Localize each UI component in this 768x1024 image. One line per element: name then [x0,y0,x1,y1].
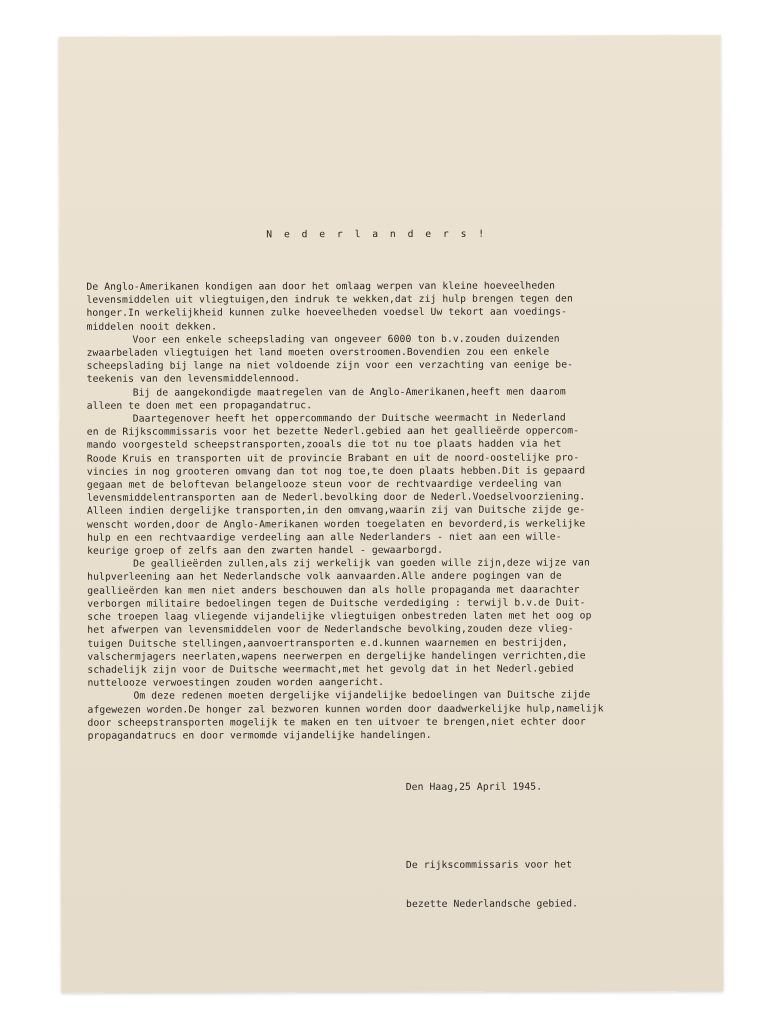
paragraph [86,279,704,333]
text-line: Om deze redenen moeten dergelijke vijandelijke bedoelingen van Duitsche zijde [133,689,591,702]
text-line: tuigen Duitsche stellingen,aanvoertransporten e.d.kunnen waarnemen en bestrijden, [87,637,568,650]
text-line: hulpverleening aan het Nederlandsche volk aanvaarden.Alle andere pogingen van de [87,571,562,584]
document-body [86,279,705,743]
text-line: Voor een enkele scheepslading van ongeveer 6000 ton b.v.zouden duizenden [132,333,560,346]
text-line: Bij de aangekondigde maatregelen van de Anglo-Amerikanen,heeft men daarom [132,386,566,399]
text-line: zwaarbeladen vliegtuigen het land moeten overstroomen.Bovendien zou een enkele [86,346,550,359]
paragraph [87,332,705,386]
text-line: scheepslading bij lange na niet voldoende zijn voor een verzachting van eenige be- [86,359,574,373]
text-line: hulp en een rechtvaardige verdeeling aan alle Nederlanders - niet aan een wille- [87,531,562,544]
text-line: en de Rijkscommissaris voor het bezette Nederl.gebied aan het geallieërde oppercom- [86,425,580,439]
text-line: alleen te doen met een propagandatruc. [86,400,313,412]
text-line: levensmiddelen uit vliegtuigen,den indruk te wekken,dat zij hulp brengen tegen den [86,293,573,307]
text-line: Daartegenover heeft het oppercommando der Duitsche weermacht in Nederland [132,412,566,425]
paragraph [87,385,705,413]
place-date: Den Haag,25 April 1945. [405,781,543,793]
text-line: wenscht worden,door de Anglo-Amerikanen worden toegelaten en bevorderd,is werkelijke [87,518,586,531]
text-line: het afwerpen van levensmiddelen voor de Nederlandsche bevolking,zouden deze vlieg- [87,623,574,637]
paragraph [87,556,705,690]
typewritten-text [86,201,706,965]
text-line: gegaan met de beloftevan belangelooze steun voor de rechtvaardige verdeeling van [86,478,562,491]
text-line: Alleen indien dergelijke transporten,in den omvang,waarin zij van Duitsche zijde ge- [86,504,586,518]
text-line: afgewezen worden.De honger zal bezworen kunnen worden door daadwerkelijke hulp,namelijk [87,702,604,716]
text-line: door scheepstransporten mogelijk te maken en ten uitvoer te brengen,niet echter door [87,716,586,729]
signature-block [88,831,706,938]
text-line: mando voorgesteld scheepstransporten,zooals die tot nu toe plaats hadden via het [86,439,562,452]
signature-line: bezette Nederlandsche gebied. [406,898,579,911]
text-line: Roode Kruis en transporten uit de provincie Brabant en uit de noord-oostelijke pro- [86,452,580,465]
paragraph [87,688,705,742]
document-heading: N e d e r l a n d e r s ! [266,229,488,241]
text-line: honger.In werkelijkheid kunnen zulke hoeveelheden voedsel Uw tekort aan voedings- [86,306,568,320]
text-line: nuttelooze verwoestingen zouden worden aangericht. [87,677,385,689]
text-line: propagandatrucs en door vermomde vijandelijke handelingen. [87,729,432,742]
text-line: teekenis van den levensmiddelennood. [86,373,301,386]
text-line: vincies in nog grooteren omvang dan tot nog toe,te doen plaats hebben.Dit is gepaard [86,465,586,478]
paragraph [87,411,705,558]
text-line: sche troepen laag vliegende vijandelijke vliegtuigen onbestreden laten met het oog op [87,610,592,623]
text-line: verborgen militaire bedoelingen tegen de Duitsche verdediging : terwijl b.v.de Duit- [87,597,586,610]
text-line: De Anglo-Amerikanen kondigen aan door het omlaag werpen van kleine hoeveelheden [86,280,556,293]
text-line: valschermjagers neerlaten,wapens neerwerpen en dergelijke handelingen verrichten,die [87,650,586,663]
text-line: schadelijk zijn voor de Duitsche weermacht,met het gevolg dat in het Nederl.gebied [87,663,574,676]
text-line: levensmiddelentransporten aan de Nederl.bevolking door de Nederl.Voedselvoorziening. [86,491,586,505]
signature-line: De rijkscommissaris voor het [405,859,573,871]
text-line: middelen nooit dekken. [86,321,218,333]
paper-sheet [59,35,724,993]
text-line: De geallieërden zullen,als zij werkelijk van goeden wille zijn,deze wijze van [133,557,590,570]
text-line: keurige groep of zelfs aan den zwarten handel - gewaarborgd. [87,544,444,557]
text-line: geallieërden kan men niet anders beschouwen dan als holle propaganda met daarachter [87,584,580,597]
